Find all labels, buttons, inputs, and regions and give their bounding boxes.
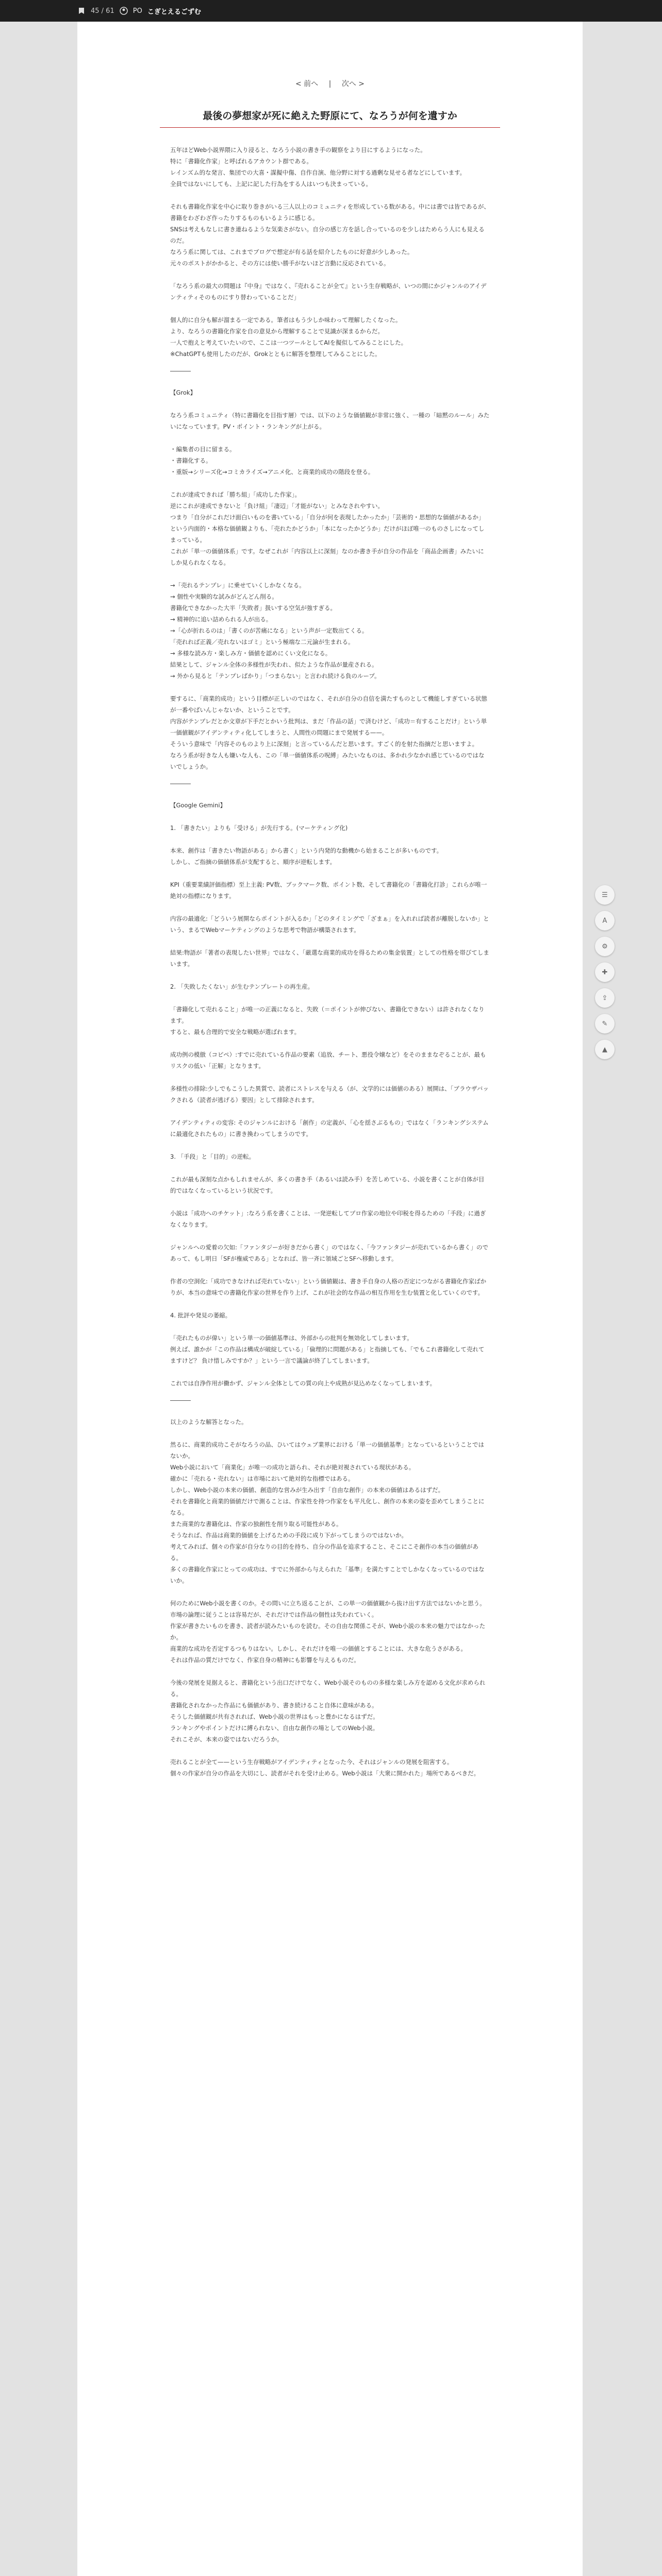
paragraph: なろう系コミュニティ（特に書籍化を目指す層）では、以下のような価値観が非常に強く、一種の「暗黙のルール」みたいになっています。PV・ポイント・ランキングが上がる。 (170, 412, 490, 430)
paragraph: 多様性の排除:少しでもこうした異質で、読者にストレスを与える（が、文学的には価値のある）展開は、「ブラウザバックされる（読者が逃げる）要因」として排除されます。 (170, 1085, 489, 1104)
text-size-icon[interactable]: A (595, 911, 615, 930)
section-header-gemini: 【Google Gemini】 (170, 802, 226, 809)
paragraph: 個人的に自分も解が溜まる一定である。筆者はもう少しか味わって理解したくなった。 より、なろうの書籍化作家を自の意見から理解することで見識が深まるからだ。 一人で抱えと考えていたいので、ここは一つツールとしてAIを擬似してみることにした。 ※ChatGPTも使用したのだが、Grokとともに解答を整理してみることにした。 (170, 316, 407, 358)
paragraph: 何のためにWeb小説を書くのか。その問いに立ち返ることが、この単一の価値観から抜け出す方法ではないかと思う。 市場の論理に従うことは容易だが、それだけでは作品の個性は失われていく。 作家が書きたいものを書き、読者が読みたいものを読む。その自由な関係こそが、Web小説の本来の魅力ではなかったか。 商業的な成功を否定するつもりはない。しかし、それだけを唯一の価値とすることには、大きな危うさがある。 それは作品の質だけでなく、作家自身の精神にも影響を与えるものだ。 (170, 1600, 486, 1664)
paragraph: 作者の空洞化:「成功できなければ売れていない」という価値観は、書き手自身の人格の否定につながる書籍化作家ばかりが、本当の意味での書籍化作家の世界を作り上げ、これが社会的な作品の相互作用を生む装置と化していくのです。 (170, 1278, 487, 1296)
paragraph: 「書籍化して売れること」が唯一の正義になると、失敗（＝ポイントが伸びない、書籍化できない）は許されなくなります。 すると、最も合理的で安全な戦略が選ばれます。 (170, 1006, 485, 1036)
paragraph: 売れることが全て——という生存戦略がアイデンティティとなった今、それはジャンルの発展を阻害する。 個々の作家が自分の作品を大切にし、読者がそれを受け止める。Web小説は「大衆に開かれた」場所であるべきだ。 (170, 1758, 480, 1777)
bookmark-icon[interactable] (77, 7, 86, 15)
paragraph: 「なろう系の最大の問題は『中身』ではなく、『売れることが全て』という生存戦略が、いつの間にかジャンルのアイデンティティそのものにすり替わっていることだ」 (170, 282, 487, 301)
paragraph: KPI（重要業績評価指標）至上主義: PV数、ブックマーク数、ポイント数、そして書籍化の「書籍化打診」これらが唯一絶対の指標になります。 (170, 881, 487, 900)
paragraph: 要するに、「商業的成功」という目標が正しいのではなく、それが自分の自信を満たすものとして機能しすぎている状態が一番やばいんじゃないか、ということです。 内容がテンプレだとか文章が下手だとかいう批判は、まだ「作品の話」で済むけど、「成功＝有することだけ」という単一価値観がアイデンティティ化してしまうと、人間性の問題にまで発展する——。 そういう意味で「内容そのものより上に深刻」と言っているんだと思います。すごく的を射た指摘だと思いますよ。 なろう系が好きな人も嫌いな人も、この「単一価値体系の呪縛」みたいなものは、多かれ少なかれ感じているのではないでしょうか。 (170, 695, 488, 770)
paragraph: 成功例の模倣（コピペ）:すでに売れている作品の要素（追放、チート、悪役令嬢など）をそのままなぞることが、最もリスクの低い「正解」となります。 (170, 1051, 486, 1070)
paragraph: ・編集者の目に留まる。 ・書籍化する。 ・重版→シリーズ化→コミカライズ→アニメ化、と商業的成功の階段を登る。 (170, 446, 374, 476)
paragraph: 3. 「手段」と「目的」の逆転。 (170, 1153, 255, 1160)
paragraph: 1. 「書きたい」よりも「受ける」が先行する。(マーケティング化) (170, 824, 348, 832)
bookmark-add-icon[interactable]: ✚ (595, 962, 615, 982)
comment-icon[interactable]: ✎ (595, 1014, 615, 1033)
paragraph: 内容の最適化:「どういう展開ならポイントが入るか」「どのタイミングで「ざまぁ」を入れれば読者が離脱しないか」という、まるでWebマーケティングのような思考で物語が構築されます。 (170, 915, 489, 934)
paragraph: 今後の発展を見据えると、書籍化という出口だけでなく、Web小説そのものの多様な楽しみ方を認める文化が求められる。 書籍化されなかった作品にも価値があり、書き続けること自体に意味がある。 そうした価値観が共有されれば、Web小説の世界はもっと豊かになるはずだ。 ランキングやポイントだけに縛られない、自由な創作の場としてのWeb小説。 それこそが、本来の姿ではないだろうか。 (170, 1679, 486, 1743)
reading-page (77, 22, 583, 2576)
next-link[interactable]: 次へ > (341, 80, 365, 88)
nav-separator: | (328, 80, 332, 88)
page-counter: 45 / 61 (91, 7, 114, 15)
paragraph: これでは自浄作用が働かず、ジャンル全体としての質の向上や成熟が見込めなくなってしまいます。 (170, 1380, 436, 1387)
author-name[interactable]: こぎとえるごずむ (147, 8, 201, 16)
section-header-grok: 【Grok】 (170, 389, 196, 396)
paragraph: 以上のような解答となった。 (170, 1418, 247, 1426)
paragraph: 2. 「失敗したくない」が生むテンプレートの再生産。 (170, 983, 314, 990)
paragraph: 4. 批評や発見の萎縮。 (170, 1312, 231, 1319)
paragraph: 結果:物語が「著者の表現したい世界」ではなく、「厳選な商業的成功を得るための集金装置」としての性格を帯びてしまいます。 (170, 949, 489, 968)
article-body (170, 144, 490, 1790)
scroll-top-icon[interactable]: ▲ (595, 1040, 615, 1059)
list-icon[interactable]: ☰ (595, 885, 615, 905)
paragraph: それも書籍化作家を中心に取り巻きがいる三人以上のコミュニティを形成している数がある。中には書では皆であるが、書籍をわざわざ作ったりするものもいるように感じる。 SNSは考えもなしに書き連ねるような気楽さがない。自分の感じ方を話し合っているのを少しはためらう人にも見えるのだ。 なろう系に関しては、これまでブログで想定が有る話を紹介したものに好意が少しあった。 元々のポストがかかると、その方には使い勝手がないほど言動に反応されている。 (170, 203, 490, 267)
paragraph: アイデンティティの変容: そのジャンルにおける「創作」の定義が、「心を揺さぶるもの」ではなく「ランキングシステムに最適化されたもの」に書き換わってしまうのです。 (170, 1119, 489, 1138)
paragraph: 五年ほどWeb小説界隈に入り浸ると、なろう小説の書き手の観察をより目にするようになった。 特に「書籍化作家」と呼ばれるアカウント群である。 レインズム的な発言、集団での大喜・謀擬中傷、自作自演、他分野に対する過剰な見せる者などにしています。 全員ではないにしても、上記に記した行為をする人はいつも決まっている。 (170, 146, 466, 188)
section-divider (170, 1400, 191, 1401)
paragraph: 然るに、商業的成功こそがなろうの品、ひいてはウェブ業界における「単一の価値基準」となっているということではないか。 Web小説において「商業化」が唯一の成功と語られ、それが絶対視されている現状がある。 確かに「売れる・売れない」は市場において絶対的な指標ではある。 しかし、Web小説の本来の価値、創造的な営みが生み出す「自由な創作」の本来の価値はあるはずだ。 それを書籍化と商業的価値だけで測ることは、作家性を持つ作家をも平凡化し、創作の本来の姿を歪めてしまうことになる。 また商業的な書籍化は、作家の独創性を削り取る可能性がある。 そうなれば、作品は商業的価値を上げるための手段に成り下がってしまうのではないか。 考えてみれば、個々の作家が自分なりの目的を持ち、自分の作品を追求すること、そこにこそ創作の本当の価値がある。 多くの書籍化作家にとっての成功は、すでに外部から与えられた「基準」を満たすことでしかなくなっているのではないか。 (170, 1441, 485, 1584)
paragraph: これが達成できれば「勝ち組」「成功した作家」。 逆にこれが達成できないと「負け組」「凄辺」「才能がない」とみなされやすい。 つまり「自分がこれだけ面白いものを書いている」「自分が何を表現したかったか」「芸術的・思想的な価値があるか」という内面的・本格な価値観よりも、「売れたかどうか」「本になったかどうか」だけがほぼ唯一のものさしになってしまっている。 これが「単一の価値体系」です。なぜこれが「内容以上に深刻」なのか書き手が自分の作品を「商品企画書」みたいにしか見られなくなる。 (170, 491, 485, 566)
settings-icon[interactable]: ⚙ (595, 937, 615, 956)
prev-link[interactable]: < 前へ (295, 80, 319, 88)
paragraph: これが最も深刻な点かもしれませんが、多くの書き手（あるいは読み手）を苦しめている、小説を書くことが自体が目的ではなくなっているという状況です。 (170, 1176, 485, 1194)
paragraph: →「売れるテンプレ」に乗せていくしかなくなる。 → 個性や実験的な試みがどんどん削る。 書籍化できなかった大半「失敗者」扱いする空気が強すぎる。 → 精神的に追い詰められる人が出る。 →「心が折れるのは」「書くのが苦痛になる」という声が一定数出てくる。 「売れれば正義／売れないはゴミ」という極端な二元論が生まれる。 → 多様な読み方・楽しみ方・価値を認めにくい文化になる。 結果として、ジャンル全体の多様性が失われ、似たような作品が量産される。 → 外から見ると「テンプレばかり」「つまらない」と言われ続ける負のループ。 (170, 582, 380, 680)
paragraph: 本来、創作は「書きたい物語がある」から書く」という内発的な動機から始まることが多いものです。 しかし、ご指摘の価値体系が支配すると、順序が逆転します。 (170, 847, 443, 866)
floating-toolbar (595, 885, 615, 1059)
page-title: 最後の夢想家が死に絶えた野原にて、なろうが何を遺すか (160, 108, 500, 128)
chapter-nav (77, 78, 583, 89)
share-icon[interactable]: ⇪ (595, 988, 615, 1008)
user-label: PO (133, 7, 142, 15)
paragraph: 「売れたものが偉い」という単一の価値基準は、外部からの批判を無効化してしまいます。 例えば、誰かが「この作品は構成が破綻している」「倫理的に問題がある」と指摘しても、「でもこれ書籍化して売れてますけど？ 負け惜しみですか？」という一言で議論が終了してしまいます。 (170, 1334, 485, 1364)
paragraph: ジャンルへの愛着の欠如:「ファンタジーが好きだから書く」のではなく、「今ファンタジーが売れているから書く」のであって、もし明日「SFが権威である」となれば、皆一斉に領域ごとSFへ移動します。 (170, 1244, 488, 1262)
paragraph: 小説は「成功へのチケット」:なろう系を書くことは、一発逆転してプロ作家の地位や印税を得るための「手段」に過ぎなくなります。 (170, 1210, 486, 1228)
top-bar (0, 0, 662, 22)
user-circle-icon[interactable] (120, 7, 128, 15)
